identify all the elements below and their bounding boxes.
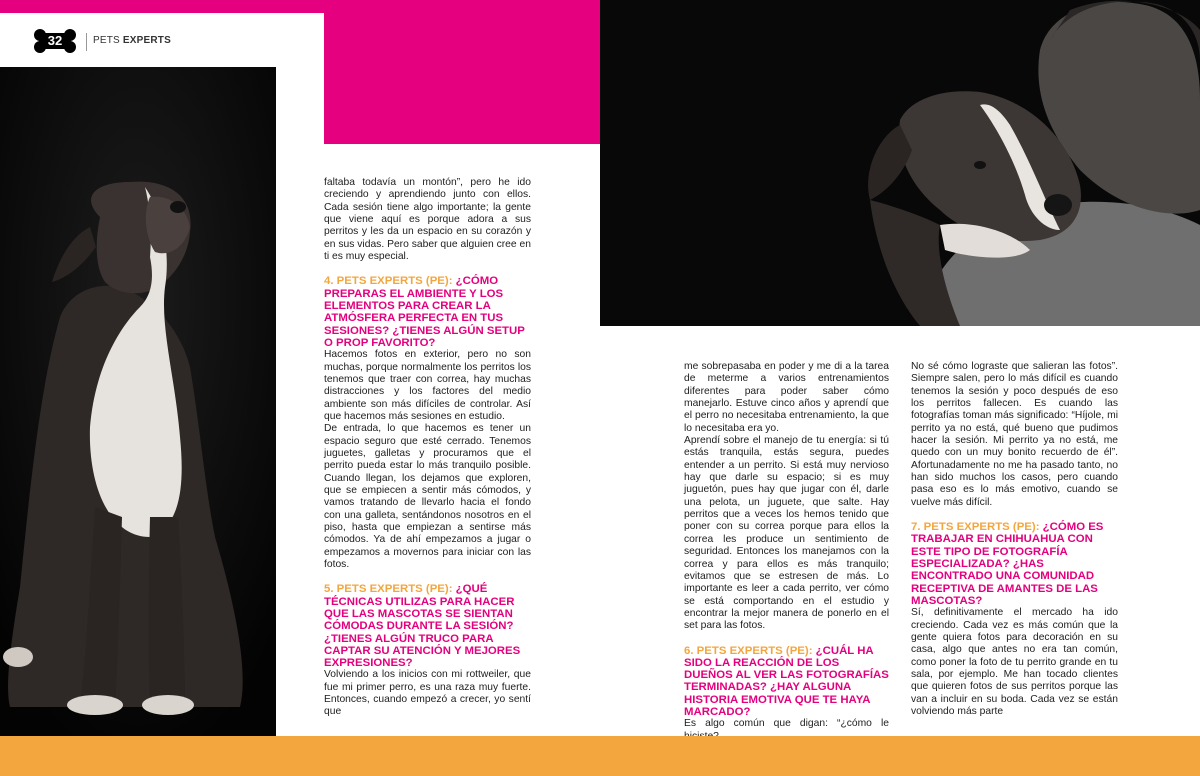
answer-4-paragraph-2: De entrada, lo que hacemos es tener un espacio seguro que esté cerrado. Tenemos juguetes, galletas y procuramos que el perrito pueda estar lo más tranquilo posible. Cuando llegan, los dejamos que exploren, que se empiecen a sentir más cómodos, y vamos tratando de llevarlo hacia el fondo con una galleta, sentándonos nosotros en el piso, hasta que empiezan a sentirse más cómodos. Ya de ahí empezamos a jugar o empezamos a movernos para iniciar con las fotos. bbox=[324, 423, 531, 571]
right-hug-photo bbox=[600, 0, 1200, 326]
orange-footer-band bbox=[0, 736, 1200, 776]
answer-5-paragraph-1: Volviendo a los inicios con mi rottweiler, que fue mi primer perro, es una raza muy fuerte. Entonces, cuando empezó a crecer, yo sentí que bbox=[324, 669, 531, 718]
question-5: 5. PETS EXPERTS (PE): ¿QUÉ TÉCNICAS UTILIZAS PARA HACER QUE LAS MASCOTAS SE SIENTAN CÓMODAS DURANTE LA SESIÓN? ¿TIENES ALGÚN TRUCO PARA CAPTAR SU ATENCIÓN Y MEJORES EXPRESIONES? bbox=[324, 583, 521, 670]
question-7: 7. PETS EXPERTS (PE): ¿CÓMO ES TRABAJAR EN CHIHUAHUA CON ESTE TIPO DE FOTOGRAFÍA ESPECIALIZADA? ¿HAS ENCONTRADO UNA COMUNIDAD RECEPTIVA DE AMANTES DE LAS MASCOTAS? bbox=[911, 521, 1104, 607]
article-column-1 bbox=[324, 177, 531, 719]
paragraph: Aprendí sobre el manejo de tu energía: si tú estás tranquila, estás segura, puedes entender a un perrito. Si está muy nervioso hay que darle su espacio; si es muy juguetón, pues hay que jugar con él, darle una pelota, un juguete, que salte. Hay perritos que a veces los hemos tenido que poner con su correa porque para ellos la correa les produce un sentimiento de seguridad. Entonces los manejamos con la correa y para ellos es más tranquilo; evitamos que se estresen de más. Lo importante es leer a cada perrito, ver cómo se está comportando en el estudio y encontrar la mejor manera de ponerlo en el set para las fotos. bbox=[684, 435, 889, 632]
paragraph: No sé cómo lograste que salieran las fotos”. Siempre salen, pero lo más difícil es cuando tenemos la sesión y poco después de eso los perritos fallecen. Es cuando las fotografías toman más significado: “Híjole, mi perrito ya no está, qué bueno que pudimos hacer la sesión. Mi perrito ya no está, me quedo con un muy bonito recuerdo de él”. Afortunadamente no me ha pasado tanto, no han sido muchos los casos, pero cuando pasa eso es lo más emotivo, cuando se vuelve más difícil. bbox=[911, 361, 1118, 508]
answer-6-paragraph-1: Es algo común que digan: “¿cómo le bbox=[684, 718, 889, 730]
page-number: 32 bbox=[47, 33, 63, 48]
answer-4-paragraph-1: Hacemos fotos en exterior, pero no son muchas, porque normalmente los perritos los tenemos que traer con correa, hay muchas distracciones y los factores del medio ambiente son más difíciles de controlar. Así que hacemos más sesiones en estudio. bbox=[324, 349, 531, 422]
question-6: 6. PETS EXPERTS (PE): ¿CUÁL HA SIDO LA REACCIÓN DE LOS DUEÑOS AL VER LAS FOTOGRAFÍAS TERMINADAS? ¿HAY ALGUNA HISTORIA EMOTIVA QUE TE HAYA MARCADO? bbox=[684, 644, 889, 719]
paragraph: me sobrepasaba en poder y me di a la tarea de meterme a varios entrenamientos diferentes para poder saber cómo manejarlo. Estuve cinco años y aprendí que el perro no necesitaba entrenamiento, la que lo necesitaba era yo. bbox=[684, 361, 889, 434]
question-4: 4. PETS EXPERTS (PE): ¿CÓMO PREPARAS EL AMBIENTE Y LOS ELEMENTOS PARA CREAR LA ATMÓSFERA PERFECTA EN TUS SESIONES? ¿TIENES ALGÚN SETUP O PROP FAVORITO? bbox=[324, 275, 525, 349]
left-dog-photo bbox=[0, 67, 276, 736]
article-column-3 bbox=[911, 361, 1118, 718]
answer-7-paragraph-1: Sí, definitivamente el mercado ha ido creciendo. Cada vez es más común que la gente quiera fotos para decoración en su casa, algo que antes no era tan común, como poner la foto de tu perrito grande en tu sala, por ejemplo. Me han tocado clientes que quieren fotos de sus perritos porque las van a incluir en su boda. Cada vez se están volviendo más parte bbox=[911, 607, 1118, 717]
magenta-accent-block bbox=[324, 0, 600, 144]
section-label: PETS EXPERTS bbox=[93, 35, 171, 46]
article-column-2 bbox=[684, 361, 889, 743]
header-divider bbox=[86, 33, 87, 51]
paragraph: faltaba todavía un montón”, pero he ido creciendo y aprendiendo junto con ellos. Cada sesión tiene algo importante; la gente que viene aquí es porque adora a sus perritos y les da un espacio en su corazón y en sus vidas. Pero saber que alguien cree en ti es muy especial. bbox=[324, 177, 531, 263]
